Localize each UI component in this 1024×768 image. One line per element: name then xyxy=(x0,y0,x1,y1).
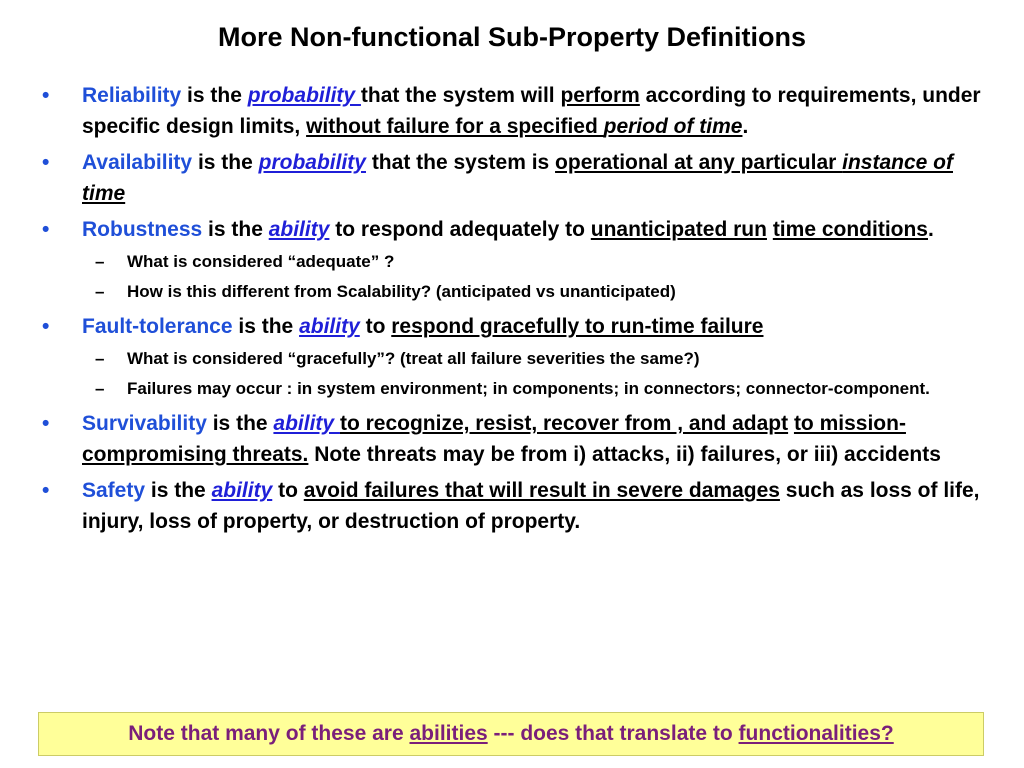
sub-item-text: What is considered “adequate” ? xyxy=(127,252,395,271)
sub-list xyxy=(82,345,996,402)
note-text: Note that many of these are xyxy=(128,722,410,745)
definition-list xyxy=(36,80,996,537)
definition-availability xyxy=(36,147,996,209)
sub-item xyxy=(82,345,996,372)
definition-safety xyxy=(36,475,996,537)
sub-item xyxy=(82,375,996,402)
dash-icon: – xyxy=(95,349,105,368)
text: to xyxy=(272,479,304,502)
bullet-icon: • xyxy=(42,479,50,502)
text: that the system is xyxy=(365,151,556,174)
underlined-text: without failure for a specified xyxy=(306,115,604,138)
text: according to requirements, under specific design limits, xyxy=(82,84,981,138)
sub-item xyxy=(82,278,996,305)
definition-fault-tolerance xyxy=(36,311,996,402)
text: is the xyxy=(181,84,248,107)
bullet-icon: • xyxy=(42,315,50,338)
note-underlined-text: abilities xyxy=(409,722,488,745)
keyword: probability xyxy=(258,151,366,174)
text: is the xyxy=(202,218,269,241)
note-box xyxy=(38,712,984,756)
dash-icon: – xyxy=(95,379,105,398)
keyword: ability xyxy=(273,412,340,435)
underlined-text: avoid failures that will result in severe damages xyxy=(303,479,780,502)
definition-survivability xyxy=(36,408,996,470)
underlined-italic-text: period of time xyxy=(603,115,743,138)
term-survivability: Survivability xyxy=(82,412,207,435)
text: . xyxy=(928,218,934,241)
definition-robustness xyxy=(36,214,996,305)
text: is the xyxy=(232,315,300,338)
term-robustness: Robustness xyxy=(82,218,203,241)
text: Note threats may be from i) attacks, ii) failures, or iii) accidents xyxy=(308,443,941,466)
text: to xyxy=(359,315,392,338)
slide-title: More Non-functional Sub-Property Definitions xyxy=(218,22,806,52)
underlined-text: to mission-compromising threats. xyxy=(82,412,906,466)
sub-item-text: Failures may occur : in system environment; in components; in connectors; connector-component. xyxy=(127,379,930,398)
underlined-text: perform xyxy=(560,84,640,107)
text: is the xyxy=(145,479,212,502)
dash-icon: – xyxy=(95,282,105,301)
bullet-icon: • xyxy=(42,151,50,174)
term-safety: Safety xyxy=(82,479,146,502)
term-fault-tolerance: Fault-tolerance xyxy=(82,315,233,338)
keyword: ability xyxy=(211,479,273,502)
note-text: --- does that translate to xyxy=(487,722,739,745)
text: that the system will xyxy=(360,84,561,107)
sub-item-text: How is this different from Scalability? (anticipated vs unanticipated) xyxy=(127,282,676,301)
dash-icon: – xyxy=(95,252,105,271)
keyword: ability xyxy=(268,218,330,241)
text: is the xyxy=(206,412,274,435)
underlined-text: operational at any particular xyxy=(555,151,843,174)
text: such as loss of life, injury, loss of property, or destruction of property. xyxy=(82,479,980,533)
sub-list xyxy=(82,248,996,305)
text: to respond adequately to xyxy=(329,218,591,241)
term-availability: Availability xyxy=(82,151,193,174)
text: is the xyxy=(192,151,259,174)
definition-reliability xyxy=(36,80,996,142)
sub-item xyxy=(82,248,996,275)
underlined-italic-text: instance of time xyxy=(82,151,953,205)
slide-content xyxy=(36,80,996,542)
keyword: ability xyxy=(299,315,360,338)
bullet-icon: • xyxy=(42,218,50,241)
underlined-text: to recognize, resist, recover from , and adapt xyxy=(339,412,789,435)
keyword: probability xyxy=(247,84,361,107)
sub-item-text: What is considered “gracefully”? (treat all failure severities the same?) xyxy=(127,349,700,368)
term-reliability: Reliability xyxy=(82,84,182,107)
bullet-icon: • xyxy=(42,412,50,435)
note-underlined-text: functionalities? xyxy=(738,722,894,745)
text: . xyxy=(742,115,749,138)
underlined-text: respond gracefully to run-time failure xyxy=(391,315,764,338)
underlined-text: time conditions xyxy=(772,218,928,241)
bullet-icon: • xyxy=(42,84,50,107)
underlined-text: unanticipated run xyxy=(590,218,767,241)
